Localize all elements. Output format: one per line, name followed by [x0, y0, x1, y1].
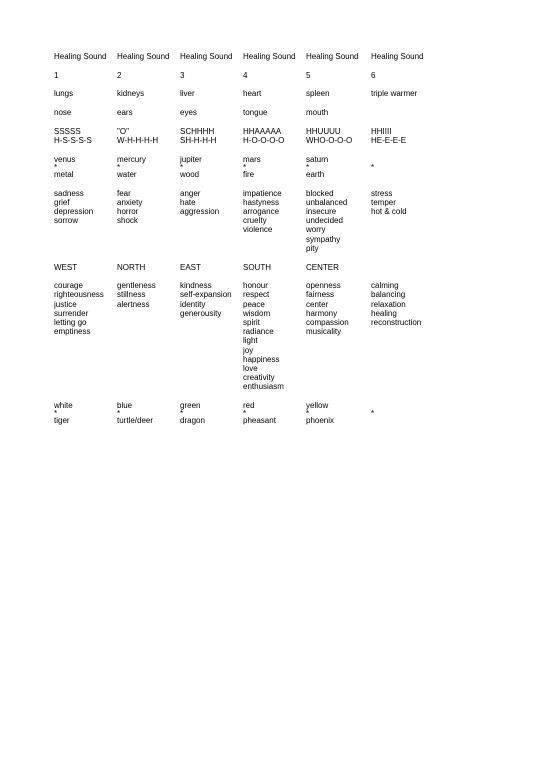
cell-planet [371, 155, 434, 164]
cell-positive [371, 281, 434, 391]
list-item: identity [180, 299, 206, 309]
list-item: spirit [243, 318, 260, 328]
cell-sense: tongue [243, 108, 268, 118]
table-row-sense [54, 108, 434, 117]
cell-negative [306, 189, 371, 253]
list-item: stillness [117, 290, 146, 300]
list-item: arrogance [243, 207, 280, 217]
table-row-element [54, 170, 434, 179]
cell-color: green [180, 401, 201, 411]
cell-sound: HHUUUU [306, 126, 341, 136]
list-item: anger [180, 188, 201, 198]
list-item: openness [306, 281, 341, 291]
list-item: depression [54, 207, 94, 217]
list-item: worry [306, 225, 326, 235]
list-item: generousity [180, 308, 222, 318]
cell-direction: CENTER [306, 262, 339, 272]
list-item: harmony [306, 308, 338, 318]
list-item: musicality [306, 327, 342, 337]
cell-direction: EAST [180, 262, 201, 272]
cell-organ: kidneys [117, 89, 145, 99]
cell-planet-mark: * [180, 163, 184, 172]
list-item: peace [243, 299, 265, 309]
list-item: shock [117, 216, 138, 226]
list-item: hate [180, 197, 196, 207]
cell-sound-alt: W-H-H-H-H [117, 136, 159, 146]
cell-direction: WEST [54, 262, 78, 272]
cell-color-mark: * [371, 410, 375, 419]
list-item: sadness [54, 188, 84, 198]
cell-animal [371, 416, 434, 425]
list-item: anxiety [117, 197, 143, 207]
list-item: center [306, 299, 329, 309]
cell-planet: venus [54, 154, 76, 164]
cell-sense: mouth [306, 108, 329, 118]
cell-animal: dragon [180, 416, 205, 426]
cell-planet-mark: * [371, 163, 375, 172]
table-row-organ [54, 89, 434, 98]
table-row-sound-alt [54, 136, 434, 145]
cell-element: metal [54, 169, 74, 179]
list-item: aggression [180, 207, 220, 217]
cell-negative [180, 189, 243, 253]
list-item: creativity [243, 373, 275, 383]
cell-sense: eyes [180, 108, 197, 118]
cell-header: Healing Sound [371, 52, 424, 61]
cell-number: 5 [306, 70, 311, 80]
cell-number: 4 [243, 70, 248, 80]
cell-header: Healing Sound [243, 52, 296, 61]
cell-positive [117, 281, 180, 391]
list-item: pity [306, 243, 319, 253]
healing-sounds-table [54, 52, 434, 426]
cell-planet: jupiter [180, 154, 202, 164]
cell-positive [54, 281, 117, 391]
cell-sound-alt: H-O-O-O-O [243, 136, 285, 146]
cell-sense: nose [54, 108, 72, 118]
list-item: temper [371, 197, 396, 207]
cell-sound-alt: SH-H-H-H [180, 136, 217, 146]
list-item: righteousness [54, 290, 104, 300]
list-item: alertness [117, 299, 150, 309]
table-row-positive [54, 281, 434, 391]
cell-negative [371, 189, 434, 253]
cell-animal: tiger [54, 416, 70, 426]
list-item: insecure [306, 207, 337, 217]
list-item: joy [243, 345, 254, 355]
cell-color [371, 401, 434, 410]
list-item: calming [371, 281, 399, 291]
cell-color: red [243, 401, 255, 411]
list-item: justice [54, 299, 77, 309]
cell-color: yellow [306, 401, 329, 411]
cell-header: Healing Sound [180, 52, 233, 61]
list-item: blocked [306, 188, 334, 198]
list-item: impatience [243, 188, 282, 198]
cell-number: 2 [117, 70, 122, 80]
cell-organ: heart [243, 89, 262, 99]
cell-planet-mark: * [243, 163, 247, 172]
cell-organ: spleen [306, 89, 330, 99]
cell-element: earth [306, 169, 325, 179]
list-item: hastyness [243, 197, 280, 207]
table-row-planet [54, 155, 434, 164]
list-item: sorrow [54, 216, 79, 226]
table-row-sound [54, 127, 434, 136]
cell-positive [180, 281, 243, 391]
cell-animal: pheasant [243, 416, 276, 426]
cell-positive [243, 281, 306, 391]
list-item: healing [371, 308, 397, 318]
list-item: undecided [306, 216, 343, 226]
list-item: courage [54, 281, 83, 291]
table-row-number [54, 71, 434, 80]
list-item: respect [243, 290, 270, 300]
cell-sound-alt: H-S-S-S-S [54, 136, 92, 146]
cell-color-mark: * [180, 410, 184, 419]
cell-color: blue [117, 401, 133, 411]
cell-element: water [117, 169, 137, 179]
cell-sense: ears [117, 108, 133, 118]
cell-sound-alt: HE-E-E-E [371, 136, 407, 146]
cell-negative [117, 189, 180, 253]
cell-sense [371, 108, 434, 117]
cell-planet-mark: * [54, 163, 58, 172]
list-item: happiness [243, 354, 280, 364]
list-item: stress [371, 188, 393, 198]
cell-planet: mars [243, 154, 261, 164]
cell-number: 1 [54, 70, 59, 80]
list-item: wisdom [243, 308, 271, 318]
cell-negative [243, 189, 306, 253]
list-item: hot & cold [371, 207, 407, 217]
cell-organ: lungs [54, 89, 74, 99]
list-item: gentleness [117, 281, 156, 291]
cell-number: 3 [180, 70, 185, 80]
list-item: love [243, 364, 258, 374]
list-item: honour [243, 281, 268, 291]
cell-direction [371, 263, 434, 272]
cell-color: white [54, 401, 73, 411]
table-row-color [54, 401, 434, 410]
list-item: surrender [54, 308, 89, 318]
cell-positive [306, 281, 371, 391]
list-item: letting go [54, 318, 87, 328]
cell-organ: triple warmer [371, 89, 418, 99]
list-item: radiance [243, 327, 274, 337]
cell-color-mark: * [54, 410, 58, 419]
cell-sound: SCHHHH [180, 126, 215, 136]
cell-color-mark: * [243, 410, 247, 419]
cell-sound: HHAAAAA [243, 126, 282, 136]
list-item: light [243, 336, 258, 346]
cell-element [371, 170, 434, 179]
cell-number: 6 [371, 70, 376, 80]
list-item: relaxation [371, 299, 406, 309]
cell-animal: turtle/deer [117, 416, 154, 426]
cell-organ: liver [180, 89, 195, 99]
cell-header: Healing Sound [117, 52, 170, 61]
cell-header: Healing Sound [54, 52, 107, 61]
table-row-negative [54, 189, 434, 253]
cell-header: Healing Sound [306, 52, 359, 61]
list-item: balancing [371, 290, 406, 300]
cell-animal: phoenix [306, 416, 335, 426]
list-item: reconstruction [371, 318, 422, 328]
cell-color-mark: * [117, 410, 121, 419]
cell-sound-alt: WHO-O-O-O [306, 136, 353, 146]
cell-color-mark: * [306, 410, 310, 419]
cell-direction: NORTH [117, 262, 146, 272]
cell-planet-mark: * [117, 163, 121, 172]
cell-planet: mercury [117, 154, 146, 164]
table-row-animal [54, 416, 434, 425]
table-row-direction [54, 263, 434, 272]
list-item: horror [117, 207, 139, 217]
list-item: grief [54, 197, 70, 207]
list-item: enthusiasm [243, 382, 284, 392]
list-item: fear [117, 188, 131, 198]
cell-direction: SOUTH [243, 262, 271, 272]
cell-element: fire [243, 169, 255, 179]
list-item: unbalanced [306, 197, 348, 207]
cell-sound: HHIIII [371, 126, 392, 136]
list-item: compassion [306, 318, 349, 328]
cell-planet: saturn [306, 154, 329, 164]
cell-sound: "O" [117, 126, 129, 136]
cell-element: wood [180, 169, 200, 179]
list-item: cruelty [243, 216, 267, 226]
list-item: violence [243, 225, 273, 235]
list-item: sympathy [306, 234, 341, 244]
cell-sound: SSSSS [54, 126, 81, 136]
cell-negative [54, 189, 117, 253]
list-item: kindness [180, 281, 212, 291]
list-item: fairness [306, 290, 335, 300]
table-row-header [54, 52, 434, 61]
list-item: self-expansion [180, 290, 232, 300]
list-item: emptiness [54, 327, 91, 337]
cell-planet-mark: * [306, 163, 310, 172]
